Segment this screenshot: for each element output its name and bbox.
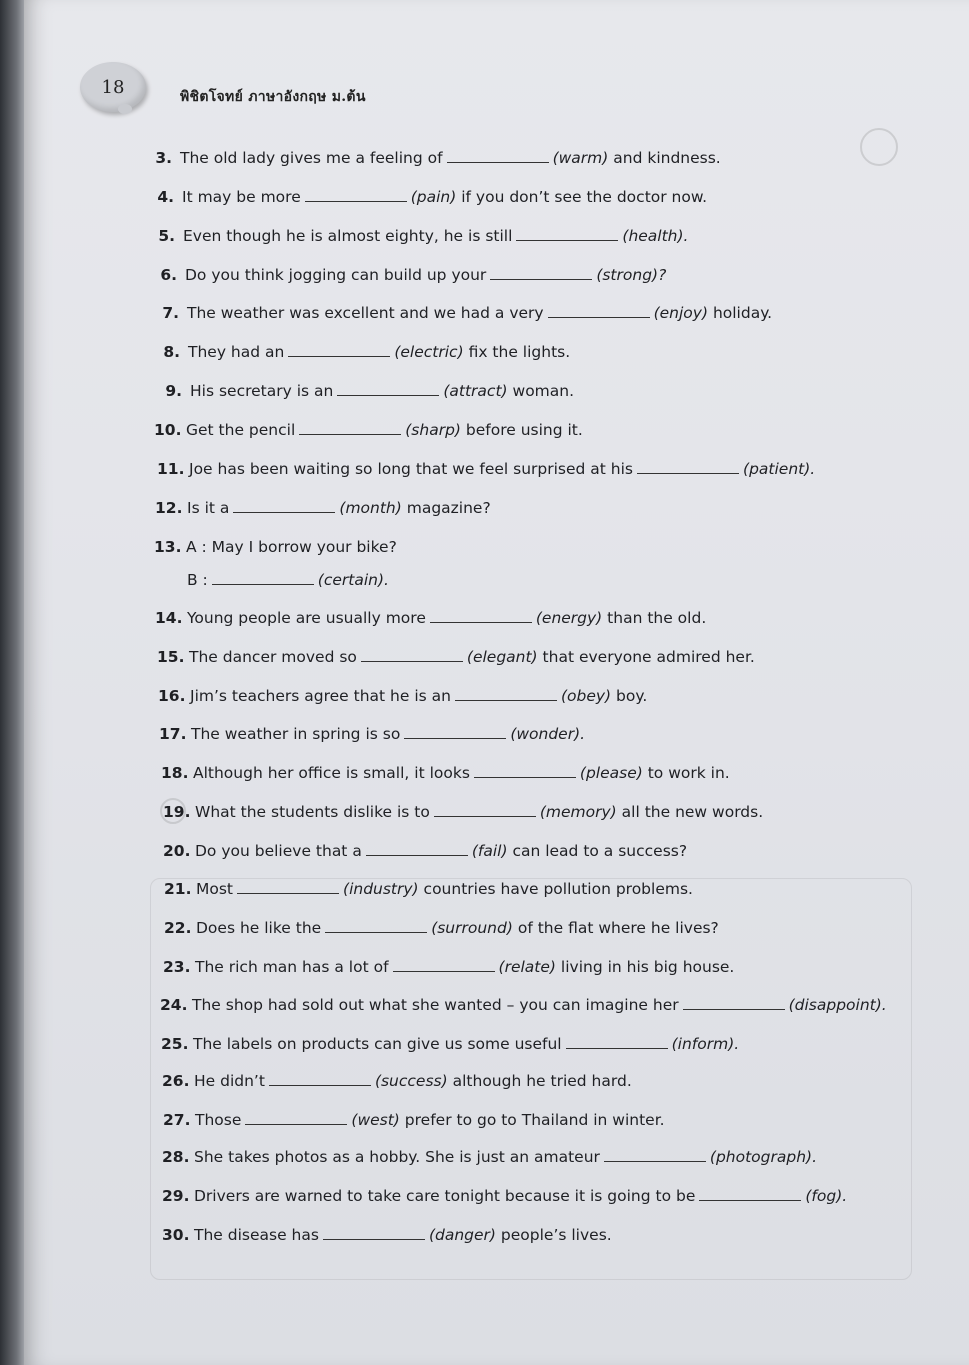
exercise-item xyxy=(151,226,688,246)
answer-blank[interactable] xyxy=(299,420,401,435)
exercise-item xyxy=(163,957,734,977)
item-number: 27. xyxy=(163,1111,191,1129)
item-text-before: The rich man has a lot of xyxy=(195,958,389,976)
exercise-item xyxy=(161,1034,739,1054)
word-hint: (strong)? xyxy=(596,266,667,284)
answer-blank[interactable] xyxy=(245,1110,347,1125)
answer-blank[interactable] xyxy=(516,226,618,241)
page-number: 18 xyxy=(101,76,125,98)
word-hint: (industry) xyxy=(343,880,419,898)
exercise-item xyxy=(163,802,763,822)
exercise-item xyxy=(154,537,397,557)
item-number: 14. xyxy=(155,609,183,627)
answer-blank[interactable] xyxy=(325,918,427,933)
item-text-after: living in his big house. xyxy=(560,958,735,976)
item-number: 3. xyxy=(155,149,172,167)
item-text-before: He didn’t xyxy=(194,1072,265,1090)
item-text-before: Is it a xyxy=(187,499,230,517)
exercise-item xyxy=(155,303,772,323)
answer-blank[interactable] xyxy=(288,342,390,357)
item-text-after: magazine? xyxy=(406,499,491,517)
item-text-before: Drivers are warned to take care tonight because it is going to be xyxy=(194,1187,696,1205)
item-number: 10. xyxy=(154,421,182,439)
word-hint: (health). xyxy=(622,227,689,245)
word-hint: (pain) xyxy=(410,188,457,206)
item-text-before: The disease has xyxy=(194,1226,319,1244)
item-text-after: of the flat where he lives? xyxy=(517,919,719,937)
answer-blank[interactable] xyxy=(604,1147,706,1162)
word-hint: (sharp) xyxy=(405,421,461,439)
item-text-after: boy. xyxy=(616,687,648,705)
item-number: 6. xyxy=(160,266,177,284)
item-text-before: Most xyxy=(196,880,234,898)
exercise-item xyxy=(163,841,687,861)
item-text-before: Joe has been waiting so long that we feel surprised at his xyxy=(189,460,634,478)
exercise-item xyxy=(158,686,647,706)
exercise-item xyxy=(187,570,389,590)
exercise-item xyxy=(150,187,707,207)
answer-blank[interactable] xyxy=(233,498,335,513)
exercise-item xyxy=(155,498,491,518)
item-number: 30. xyxy=(162,1226,190,1244)
word-hint: (memory) xyxy=(539,803,617,821)
exercise-item xyxy=(154,420,583,440)
item-number: 12. xyxy=(155,499,183,517)
word-hint: (relate) xyxy=(498,958,556,976)
exercise-item xyxy=(160,995,887,1015)
word-hint: (disappoint). xyxy=(788,996,887,1014)
item-text-after: fix the lights. xyxy=(468,343,571,361)
word-hint: (wonder). xyxy=(510,725,586,743)
answer-blank[interactable] xyxy=(566,1034,668,1049)
item-text-after: prefer to go to Thailand in winter. xyxy=(404,1111,665,1129)
answer-blank[interactable] xyxy=(366,841,468,856)
item-text-before: Although her office is small, it looks xyxy=(193,764,470,782)
item-text-after: woman. xyxy=(512,382,575,400)
exercise-item xyxy=(163,1110,665,1130)
item-text-before: Do you think jogging can build up your xyxy=(185,266,487,284)
word-hint: (danger) xyxy=(428,1226,496,1244)
item-text-before: Those xyxy=(195,1111,242,1129)
item-text-before: The dancer moved so xyxy=(189,648,357,666)
item-number: 22. xyxy=(164,919,192,937)
item-text-after: that everyone admired her. xyxy=(542,648,755,666)
item-number: 24. xyxy=(160,996,188,1014)
word-hint: (photograph). xyxy=(709,1148,818,1166)
answer-blank[interactable] xyxy=(699,1186,801,1201)
item-text-after: than the old. xyxy=(607,609,707,627)
word-hint: (warm) xyxy=(552,149,609,167)
exercise-item xyxy=(156,342,570,362)
exercise-item xyxy=(155,608,706,628)
exercise-item xyxy=(158,381,574,401)
word-hint: (attract) xyxy=(443,382,508,400)
exercise-item xyxy=(157,459,815,479)
item-number: 21. xyxy=(164,880,192,898)
item-number: 25. xyxy=(161,1035,189,1053)
word-hint: (month) xyxy=(339,499,402,517)
item-text-before: They had an xyxy=(188,343,285,361)
item-text-after: if you don’t see the doctor now. xyxy=(461,188,708,206)
item-text-before: Young people are usually more xyxy=(187,609,426,627)
word-hint: (electric) xyxy=(394,343,464,361)
answer-blank[interactable] xyxy=(490,265,592,280)
exercise-item xyxy=(162,1071,632,1091)
word-hint: (west) xyxy=(351,1111,400,1129)
exercise-item xyxy=(161,763,730,783)
answer-blank[interactable] xyxy=(548,303,650,318)
exercise-item xyxy=(153,265,666,285)
answer-blank[interactable] xyxy=(455,686,557,701)
answer-blank[interactable] xyxy=(269,1071,371,1086)
item-text-before: Do you believe that a xyxy=(195,842,362,860)
exercise-item xyxy=(162,1186,847,1206)
word-hint: (elegant) xyxy=(466,648,538,666)
item-text-after: all the new words. xyxy=(621,803,764,821)
answer-blank[interactable] xyxy=(434,802,536,817)
item-text-before: B : xyxy=(187,571,208,589)
item-text-before: She takes photos as a hobby. She is just an amateur xyxy=(194,1148,600,1166)
word-hint: (energy) xyxy=(535,609,603,627)
answer-blank[interactable] xyxy=(637,459,739,474)
word-hint: (please) xyxy=(579,764,643,782)
word-hint: (inform). xyxy=(671,1035,740,1053)
item-number: 26. xyxy=(162,1072,190,1090)
item-number: 19. xyxy=(163,803,191,821)
word-hint: (patient). xyxy=(743,460,816,478)
item-text-after: countries have pollution problems. xyxy=(423,880,693,898)
answer-blank[interactable] xyxy=(212,570,314,585)
exercise-item xyxy=(162,1147,817,1167)
item-text-before: Does he like the xyxy=(196,919,322,937)
item-number: 17. xyxy=(159,725,187,743)
answer-blank[interactable] xyxy=(447,148,549,163)
item-text-before: What the students dislike is to xyxy=(195,803,430,821)
exercise-item xyxy=(164,879,693,899)
item-number: 8. xyxy=(163,343,180,361)
item-number: 20. xyxy=(163,842,191,860)
word-hint: (enjoy) xyxy=(653,304,708,322)
item-number: 29. xyxy=(162,1187,190,1205)
answer-blank[interactable] xyxy=(337,381,439,396)
answer-blank[interactable] xyxy=(683,995,785,1010)
item-number: 11. xyxy=(157,460,185,478)
item-text-before: The weather was excellent and we had a very xyxy=(187,304,544,322)
answer-blank[interactable] xyxy=(323,1225,425,1240)
word-hint: (surround) xyxy=(431,919,513,937)
item-text-before: His secretary is an xyxy=(190,382,334,400)
item-text-before: The old lady gives me a feeling of xyxy=(180,149,443,167)
answer-blank[interactable] xyxy=(361,647,463,662)
item-text-before: The weather in spring is so xyxy=(191,725,401,743)
exercise-item xyxy=(148,148,721,168)
item-number: 15. xyxy=(157,648,185,666)
word-hint: (certain). xyxy=(317,571,389,589)
answer-blank[interactable] xyxy=(430,608,532,623)
answer-blank[interactable] xyxy=(393,957,495,972)
exercise-item xyxy=(157,647,755,667)
item-text-before: Even though he is almost eighty, he is still xyxy=(183,227,513,245)
item-text-after: although he tried hard. xyxy=(452,1072,632,1090)
book-title: พิชิตโจทย์ ภาษาอังกฤษ ม.ต้น xyxy=(180,89,366,105)
item-number: 16. xyxy=(158,687,186,705)
item-number: 9. xyxy=(165,382,182,400)
item-number: 13. xyxy=(154,538,182,556)
answer-blank[interactable] xyxy=(305,187,407,202)
item-text-before: The shop had sold out what she wanted – you can imagine her xyxy=(192,996,679,1014)
item-text-before: Get the pencil xyxy=(186,421,296,439)
item-text-after: before using it. xyxy=(465,421,583,439)
item-text-before: It may be more xyxy=(182,188,301,206)
word-hint: (fog). xyxy=(805,1187,848,1205)
exercise-item xyxy=(162,1225,612,1245)
answer-blank[interactable] xyxy=(237,879,339,894)
word-hint: (obey) xyxy=(560,687,612,705)
item-number: 7. xyxy=(162,304,179,322)
item-text-after: to work in. xyxy=(647,764,730,782)
item-text-before: Jim’s teachers agree that he is an xyxy=(190,687,451,705)
item-number: 28. xyxy=(162,1148,190,1166)
item-text-after: people’s lives. xyxy=(500,1226,612,1244)
item-number: 4. xyxy=(157,188,174,206)
item-number: 5. xyxy=(158,227,175,245)
item-text-after: and kindness. xyxy=(613,149,721,167)
item-number: 18. xyxy=(161,764,189,782)
exercise-item xyxy=(164,918,719,938)
item-text-after: can lead to a success? xyxy=(512,842,688,860)
item-number: 23. xyxy=(163,958,191,976)
answer-blank[interactable] xyxy=(404,724,506,739)
answer-blank[interactable] xyxy=(474,763,576,778)
item-text-after: holiday. xyxy=(712,304,773,322)
item-text-before: The labels on products can give us some useful xyxy=(193,1035,562,1053)
item-text-before: A : May I borrow your bike? xyxy=(186,538,397,556)
word-hint: (fail) xyxy=(471,842,508,860)
word-hint: (success) xyxy=(374,1072,448,1090)
exercise-item xyxy=(159,724,585,744)
